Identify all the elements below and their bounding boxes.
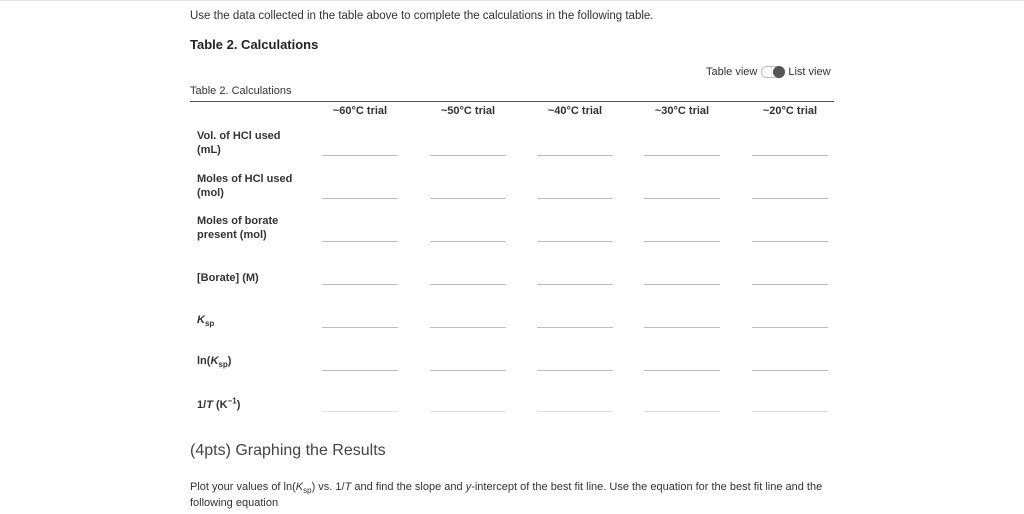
answer-cell-input[interactable]	[752, 284, 828, 285]
section-heading: (4pts) Graphing the Results	[190, 442, 386, 459]
column-header-20c: ~20°C trial	[762, 105, 818, 117]
table-header-divider	[190, 101, 834, 102]
answer-cell-input[interactable]	[537, 155, 613, 156]
answer-cell-input[interactable]	[430, 370, 506, 371]
answer-cell-input[interactable]	[322, 411, 398, 412]
answer-cell-input[interactable]	[752, 327, 828, 328]
answer-cell-input[interactable]	[644, 327, 720, 328]
answer-cell-input[interactable]	[752, 155, 828, 156]
answer-cell-input[interactable]	[537, 411, 613, 412]
answer-cell-input[interactable]	[752, 370, 828, 371]
answer-cell-input[interactable]	[752, 241, 828, 242]
answer-cell-input[interactable]	[322, 284, 398, 285]
answer-cell-input[interactable]	[322, 155, 398, 156]
row-label-borate-conc: [Borate] (M)	[197, 272, 259, 284]
column-header-50c: ~50°C trial	[440, 105, 496, 117]
row-label-ksp: $K_{sp}$	[197, 314, 215, 329]
answer-cell-input[interactable]	[644, 198, 720, 199]
answer-cell-input[interactable]	[430, 155, 506, 156]
table-title: Table 2. Calculations	[190, 37, 319, 52]
answer-cell-input[interactable]	[644, 370, 720, 371]
answer-cell-input[interactable]	[752, 411, 828, 412]
top-divider	[0, 0, 1024, 1]
answer-cell-input[interactable]	[537, 284, 613, 285]
table-view-label[interactable]: Table view	[706, 66, 758, 78]
row-label-moles-borate: Moles of borate present (mol)	[197, 215, 279, 241]
intro-text: Use the data collected in the table above to complete the calculations in the following table.	[190, 10, 654, 22]
table-caption: Table 2. Calculations	[190, 85, 292, 97]
answer-cell-input[interactable]	[537, 198, 613, 199]
row-label-moles-hcl: Moles of HCl used (mol)	[197, 173, 293, 199]
answer-cell-input[interactable]	[322, 198, 398, 199]
answer-cell-input[interactable]	[322, 327, 398, 328]
answer-cell-input[interactable]	[322, 241, 398, 242]
answer-cell-input[interactable]	[644, 155, 720, 156]
answer-cell-input[interactable]	[537, 241, 613, 242]
answer-cell-input[interactable]	[644, 241, 720, 242]
instructions-paragraph: Plot your values of $\ln(K_{sp})$ vs. 1/T and find the slope and y-intercept of the best fit line. Use the equation for the best fit line and the following equation	[190, 481, 823, 509]
answer-cell-input[interactable]	[752, 198, 828, 199]
answer-cell-input[interactable]	[430, 411, 506, 412]
toggle-knob	[773, 66, 785, 78]
view-toggle[interactable]	[706, 66, 831, 78]
row-label-vol-hcl: Vol. of HCl used (mL)	[197, 130, 281, 156]
answer-cell-input[interactable]	[537, 370, 613, 371]
column-header-40c: ~40°C trial	[547, 105, 603, 117]
answer-cell-input[interactable]	[430, 284, 506, 285]
answer-cell-input[interactable]	[430, 241, 506, 242]
column-header-30c: ~30°C trial	[654, 105, 710, 117]
answer-cell-input[interactable]	[322, 370, 398, 371]
column-header-60c: ~60°C trial	[332, 105, 388, 117]
view-toggle-switch[interactable]	[761, 66, 785, 78]
answer-cell-input[interactable]	[430, 327, 506, 328]
answer-cell-input[interactable]	[644, 284, 720, 285]
answer-cell-input[interactable]	[644, 411, 720, 412]
row-label-ln-ksp: $\ln(K_{sp})$	[197, 355, 232, 370]
list-view-label[interactable]: List view	[788, 66, 831, 78]
answer-cell-input[interactable]	[537, 327, 613, 328]
answer-cell-input[interactable]	[430, 198, 506, 199]
row-label-inverse-t: 1/T $(K^{-1})$	[197, 396, 241, 411]
